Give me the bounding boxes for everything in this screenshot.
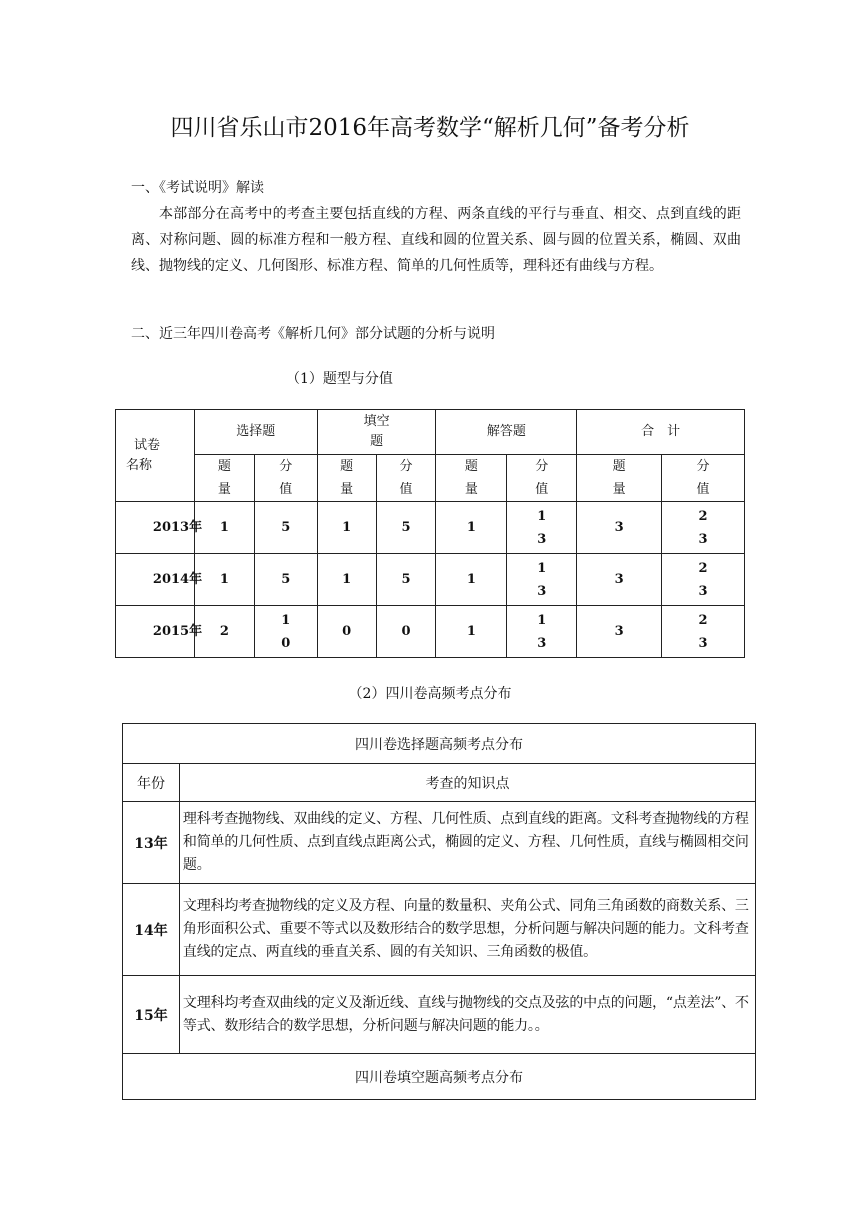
- score-table: [115, 409, 745, 658]
- sub-header: 分值: [376, 455, 436, 502]
- sub-header: 分值: [507, 455, 577, 502]
- sub-header: 分值: [254, 455, 317, 502]
- year-cell: 14年: [123, 884, 180, 976]
- content-cell: 文理科均考查双曲线的定义及渐近线、直线与抛物线的交点及弦的中点的问题，“点差法”、不等式、数形结合的数学思想，分析问题与解决问题的能力。。: [179, 976, 755, 1054]
- table-cell: 13: [507, 554, 577, 606]
- corner-top: 试卷: [134, 437, 161, 453]
- table-cell: 3: [577, 554, 662, 606]
- table-cell: 10: [254, 606, 317, 658]
- table-cell: 1: [436, 502, 507, 554]
- table2-title: 四川卷选择题高频考点分布: [123, 724, 756, 764]
- table-cell: 1: [194, 502, 254, 554]
- table-cell: 1: [194, 554, 254, 606]
- table-cell: 2: [194, 606, 254, 658]
- year-cell: 13年: [123, 802, 180, 884]
- table-cell: 23: [662, 502, 745, 554]
- year-cell: 2014年: [116, 554, 195, 606]
- table-cell: 1: [436, 554, 507, 606]
- page-title: 四川省乐山市2016年高考数学“解析几何”备考分析: [170, 115, 690, 141]
- table-cell: 0: [376, 606, 436, 658]
- year-cell: 15年: [123, 976, 180, 1054]
- table-row: [116, 554, 745, 606]
- sub-header: 题量: [317, 455, 376, 502]
- table-cell: 1: [317, 502, 376, 554]
- table-cell: 13: [507, 606, 577, 658]
- table-row: [123, 802, 756, 884]
- table-row: [123, 884, 756, 976]
- content-cell: 文理科均考查抛物线的定义及方程、向量的数量积、夹角公式、同角三角函数的商数关系、三角形面积公式、重要不等式以及数形结合的数学思想，分析问题与解决问题的能力。文科考查直线的定点、两直线的垂直关系、圆的有关知识、三角函数的极值。: [179, 884, 755, 976]
- corner-bottom: 名称: [126, 457, 153, 473]
- table-row: [116, 502, 745, 554]
- table-cell: 5: [376, 502, 436, 554]
- sub-header: 题量: [577, 455, 662, 502]
- table-cell: 5: [254, 502, 317, 554]
- sub-header: 题量: [436, 455, 507, 502]
- table-cell: 13: [507, 502, 577, 554]
- section2-heading: 二、近三年四川卷高考《解析几何》部分试题的分析与说明: [131, 326, 495, 342]
- table-cell: 1: [436, 606, 507, 658]
- col-points-header: 考查的知识点: [179, 764, 755, 802]
- table-row: [116, 606, 745, 658]
- table-cell: 3: [577, 606, 662, 658]
- corner-cell: [116, 410, 195, 502]
- col-year-header: 年份: [123, 764, 180, 802]
- table-row: [123, 976, 756, 1054]
- group-header: 填空题: [317, 410, 436, 455]
- sub-header: 题量: [194, 455, 254, 502]
- content-cell: 理科考查抛物线、双曲线的定义、方程、几何性质、点到直线的距离。文科考查抛物线的方程和简单的几何性质、点到直线点距离公式，椭圆的定义、方程、几何性质，直线与椭圆相交问题。: [179, 802, 755, 884]
- group-header: 选择题: [194, 410, 317, 455]
- sub-header: 分值: [662, 455, 745, 502]
- topic-table: [122, 723, 756, 1100]
- year-cell: 2015年: [116, 606, 195, 658]
- table2-footer: 四川卷填空题高频考点分布: [123, 1054, 756, 1100]
- group-header: 合 计: [577, 410, 745, 455]
- section1-paragraph: 本部部分在高考中的考查主要包括直线的方程、两条直线的平行与垂直、相交、点到直线的距离、对称问题、圆的标准方程和一般方程、直线和圆的位置关系、圆与圆的位置关系，椭圆、双曲线、抛物线的定义、几何图形、标准方程、简单的几何性质等，理科还有曲线与方程。: [131, 206, 741, 274]
- table-cell: 0: [317, 606, 376, 658]
- table-cell: 23: [662, 554, 745, 606]
- table-cell: 5: [254, 554, 317, 606]
- group-header: 解答题: [436, 410, 577, 455]
- table-cell: 5: [376, 554, 436, 606]
- year-cell: 2013年: [116, 502, 195, 554]
- table-cell: 3: [577, 502, 662, 554]
- section1-heading: 一、《考试说明》解读: [131, 180, 264, 196]
- table-cell: 23: [662, 606, 745, 658]
- table1-caption: （1）题型与分值: [286, 371, 393, 387]
- table-cell: 1: [317, 554, 376, 606]
- table2-caption: （2）四川卷高频考点分布: [348, 686, 512, 702]
